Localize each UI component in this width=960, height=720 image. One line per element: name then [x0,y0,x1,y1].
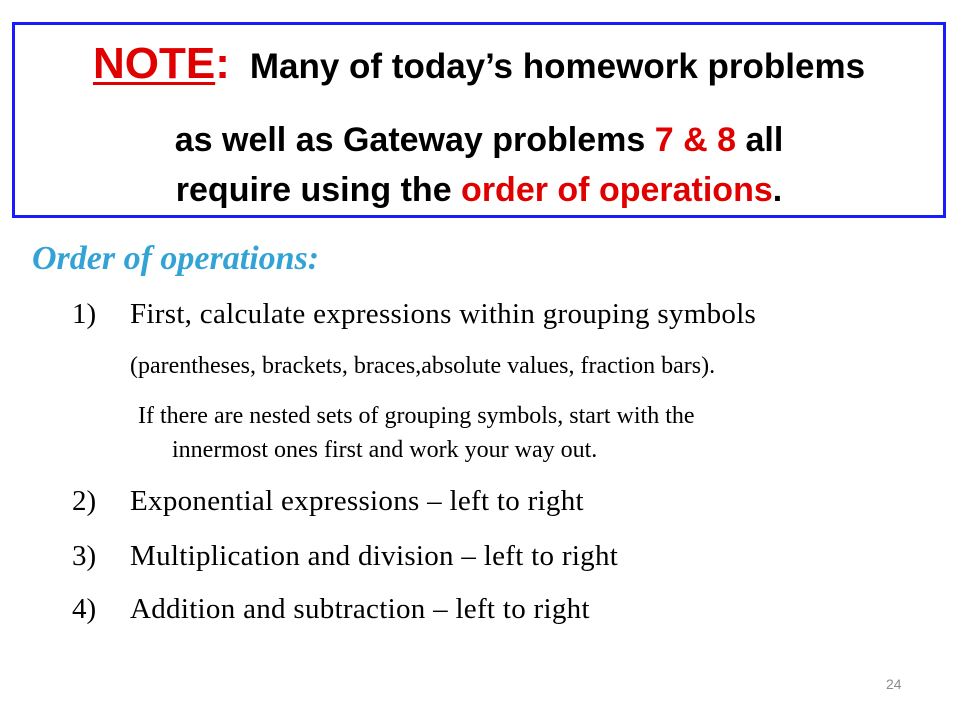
note-label: NOTE [92,39,216,88]
note-highlight-order-of-operations: order of operations [461,171,773,209]
rule-text: Exponential expressions – left to right [130,485,584,517]
page-number: 24 [886,676,902,692]
note-problem-numbers: 7 & 8 [654,121,737,159]
note-line-2-prefix: as well as [174,121,343,159]
rule-text: Multiplication and division – left to right [130,540,619,572]
section-heading: Order of operations: [32,240,320,277]
note-line-1 [15,39,943,89]
note-line-1-text: Many of today’s homework problems [249,47,866,86]
note-line-2-suffix: all [736,121,784,159]
note-box [12,22,946,218]
rule-nested-note-line-1: If there are nested sets of grouping symbols, start with the [138,403,695,429]
rule-number: 3) [72,540,97,572]
rule-subtext: (parentheses, brackets, braces,absolute values, fraction bars). [130,353,716,379]
note-line-2-gateway: Gateway problems [342,121,655,159]
rule-text: First, calculate expressions within grouping symbols [130,298,757,330]
rule-nested-note-line-2: innermost ones first and work your way out. [172,437,598,463]
note-line-3-suffix: . [772,171,783,209]
note-line-2 [15,121,943,160]
rule-number: 2) [72,485,97,517]
note-line-3 [15,171,943,210]
rule-number: 4) [72,593,97,625]
rule-text: Addition and subtraction – left to right [130,593,590,625]
note-line-3-prefix: require using the [175,171,462,209]
note-colon: : [215,39,230,88]
rule-number: 1) [72,298,97,330]
